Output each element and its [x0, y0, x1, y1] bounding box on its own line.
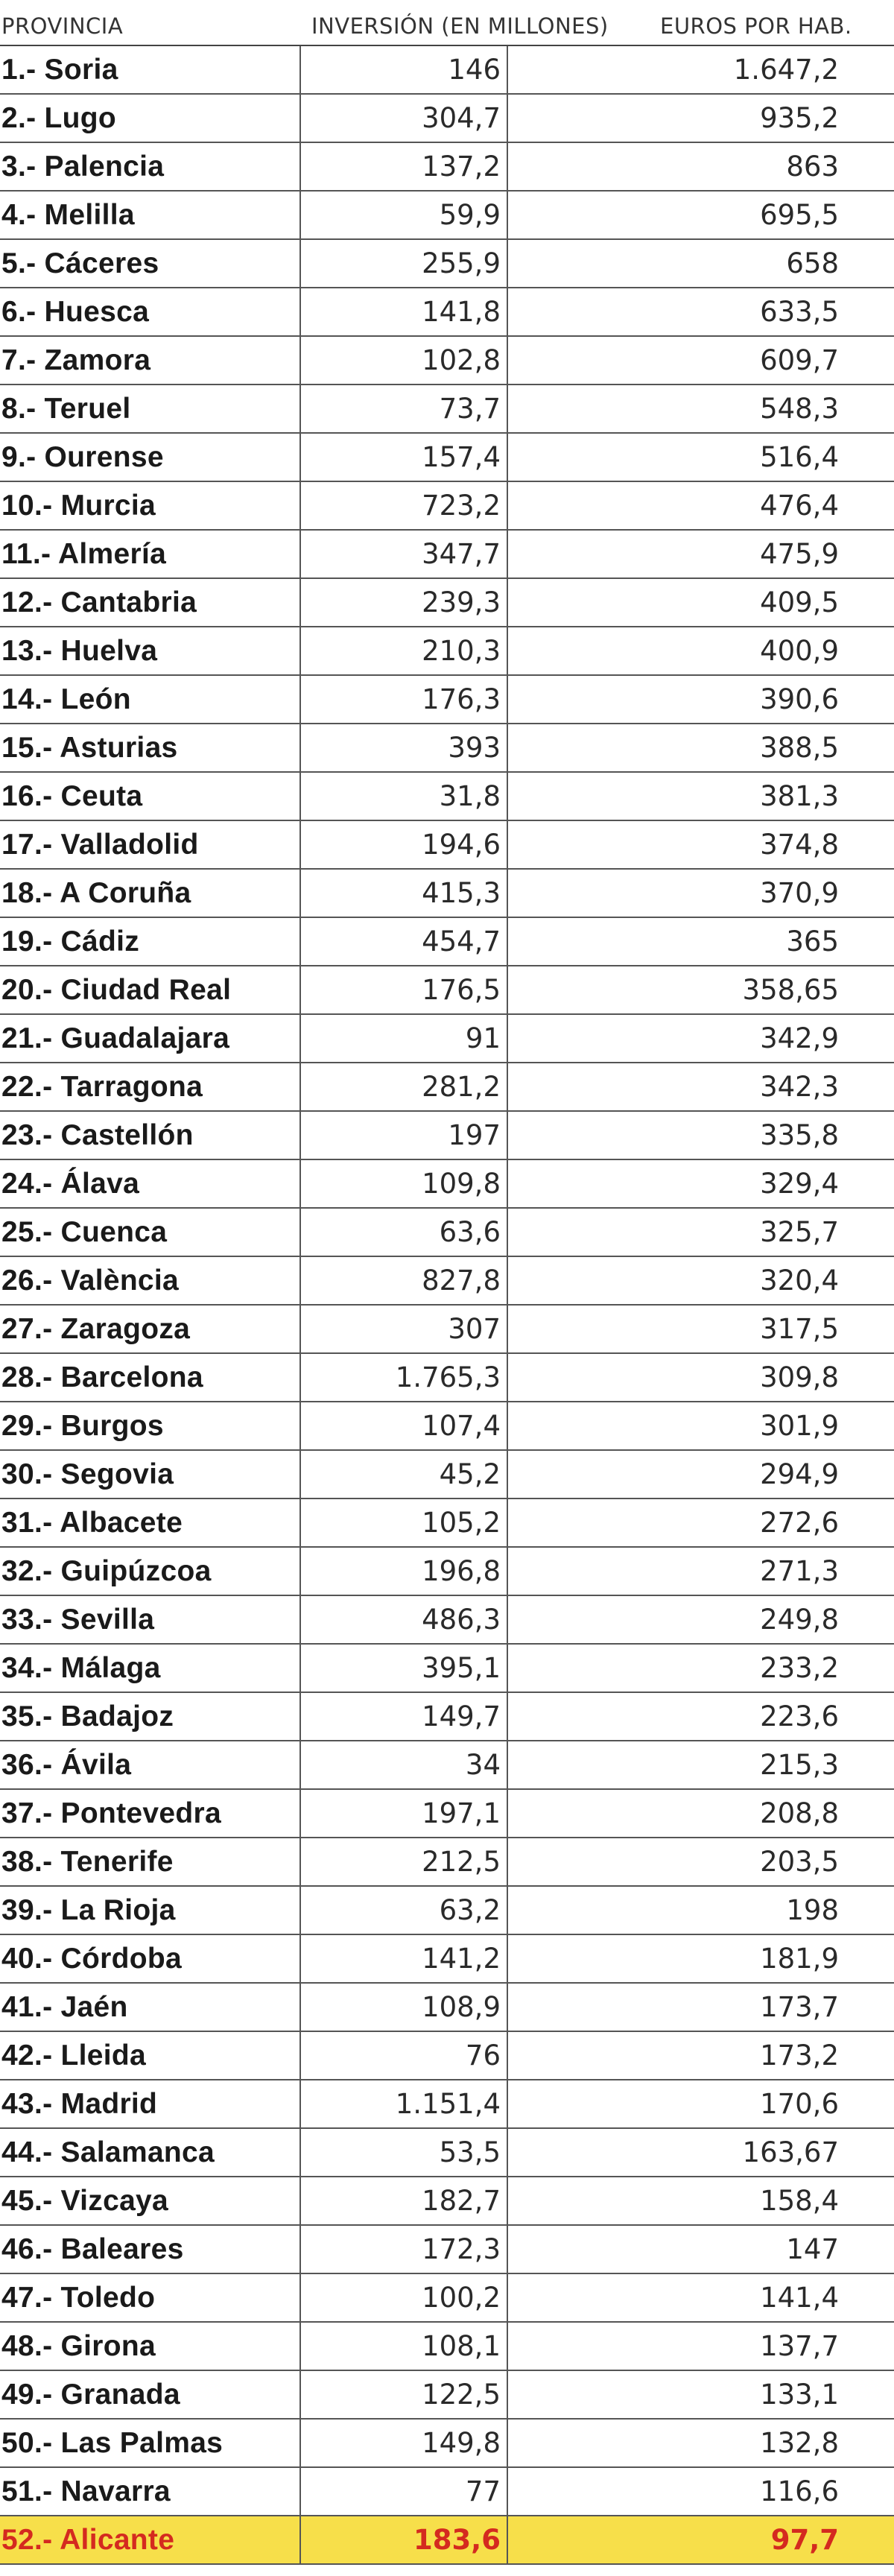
inversion-value: 304,7 — [299, 95, 507, 142]
table-row — [0, 2323, 894, 2371]
inversion-value: 105,2 — [299, 1499, 507, 1546]
inversion-value: 210,3 — [299, 627, 507, 674]
inversion-value: 108,9 — [299, 1984, 507, 2031]
euros-por-hab-value: 141,4 — [507, 2274, 845, 2321]
province-name: 10.- Murcia — [1, 490, 156, 522]
province-name: 17.- Valladolid — [1, 829, 199, 861]
euros-por-hab-value: 215,3 — [507, 1741, 845, 1788]
table-header — [0, 0, 894, 46]
table-row — [0, 434, 894, 482]
euros-por-hab-value: 325,7 — [507, 1209, 845, 1256]
province-name: 28.- Barcelona — [1, 1361, 203, 1393]
euros-por-hab-value: 223,6 — [507, 1693, 845, 1740]
table-row — [0, 1257, 894, 1306]
euros-por-hab-value: 548,3 — [507, 385, 845, 432]
province-name: 36.- Ávila — [1, 1749, 132, 1781]
inversion-value: 141,2 — [299, 1935, 507, 1982]
euros-por-hab-value: 294,9 — [507, 1451, 845, 1498]
euros-por-hab-value: 158,4 — [507, 2177, 845, 2224]
inversion-value: 197 — [299, 1112, 507, 1159]
euros-por-hab-value: 863 — [507, 143, 845, 190]
table-row — [0, 1548, 894, 1596]
inversion-value: 77 — [299, 2468, 507, 2515]
province-name: 13.- Huelva — [1, 635, 158, 667]
inversion-value: 347,7 — [299, 531, 507, 577]
province-name: 37.- Pontevedra — [1, 1797, 221, 1829]
inversion-value: 486,3 — [299, 1596, 507, 1643]
euros-por-hab-value: 116,6 — [507, 2468, 845, 2515]
euros-por-hab-value: 342,9 — [507, 1015, 845, 1062]
inversion-value: 100,2 — [299, 2274, 507, 2321]
inversion-value: 212,5 — [299, 1838, 507, 1885]
inversion-value: 172,3 — [299, 2226, 507, 2273]
table-row — [0, 1402, 894, 1451]
table-row — [0, 966, 894, 1015]
province-name: 5.- Cáceres — [1, 247, 159, 279]
euros-por-hab-value: 388,5 — [507, 724, 845, 771]
province-name: 18.- A Coruña — [1, 877, 191, 909]
euros-por-hab-value: 233,2 — [507, 1645, 845, 1692]
euros-por-hab-value: 272,6 — [507, 1499, 845, 1546]
table-row — [0, 143, 894, 192]
euros-por-hab-value: 132,8 — [507, 2420, 845, 2466]
table-row — [0, 2274, 894, 2323]
table-row — [0, 1209, 894, 1257]
table-row — [0, 1451, 894, 1499]
province-name: 2.- Lugo — [1, 102, 117, 134]
province-name: 26.- València — [1, 1265, 180, 1297]
province-name: 32.- Guipúzcoa — [1, 1555, 212, 1587]
table-row-highlighted — [0, 2516, 894, 2565]
province-name: 38.- Tenerife — [1, 1846, 174, 1878]
euros-por-hab-value: 335,8 — [507, 1112, 845, 1159]
inversion-value: 63,2 — [299, 1887, 507, 1934]
table-row — [0, 1596, 894, 1645]
inversion-value: 239,3 — [299, 579, 507, 626]
table-row — [0, 1499, 894, 1548]
table-row — [0, 2080, 894, 2129]
table-row — [0, 1645, 894, 1693]
table-row — [0, 2420, 894, 2468]
inversion-value: 182,7 — [299, 2177, 507, 2224]
province-name: 25.- Cuenca — [1, 1216, 168, 1248]
province-name: 43.- Madrid — [1, 2088, 158, 2120]
table-row — [0, 1354, 894, 1402]
province-name: 16.- Ceuta — [1, 780, 143, 812]
inversion-value: 107,4 — [299, 1402, 507, 1449]
table-row — [0, 773, 894, 821]
inversion-value: 197,1 — [299, 1790, 507, 1837]
euros-por-hab-value: 609,7 — [507, 337, 845, 384]
table-row — [0, 531, 894, 579]
euros-por-hab-value: 476,4 — [507, 482, 845, 529]
header-provincia: PROVINCIA — [1, 13, 124, 39]
inversion-value: 91 — [299, 1015, 507, 1062]
inversion-value: 146 — [299, 46, 507, 93]
province-name: 29.- Burgos — [1, 1410, 164, 1442]
province-name: 6.- Huesca — [1, 296, 150, 328]
euros-por-hab-value: 208,8 — [507, 1790, 845, 1837]
province-name: 40.- Córdoba — [1, 1943, 182, 1975]
table-row — [0, 95, 894, 143]
inversion-value: 827,8 — [299, 1257, 507, 1304]
table-row — [0, 918, 894, 966]
province-name: 45.- Vizcaya — [1, 2185, 169, 2217]
province-name: 48.- Girona — [1, 2330, 156, 2362]
table-row — [0, 482, 894, 531]
table-row — [0, 2226, 894, 2274]
table-row — [0, 870, 894, 918]
province-name: 33.- Sevilla — [1, 1604, 155, 1636]
province-name: 42.- Lleida — [1, 2039, 147, 2072]
inversion-value: 149,7 — [299, 1693, 507, 1740]
euros-por-hab-value: 249,8 — [507, 1596, 845, 1643]
inversion-value: 53,5 — [299, 2129, 507, 2176]
euros-por-hab-value: 516,4 — [507, 434, 845, 481]
inversion-value: 393 — [299, 724, 507, 771]
euros-por-hab-value: 329,4 — [507, 1160, 845, 1207]
euros-por-hab-value: 320,4 — [507, 1257, 845, 1304]
province-name: 52.- Alicante — [1, 2524, 175, 2556]
euros-por-hab-value: 137,7 — [507, 2323, 845, 2370]
table-row — [0, 2177, 894, 2226]
province-name: 47.- Toledo — [1, 2282, 156, 2314]
inversion-value: 176,5 — [299, 966, 507, 1013]
euros-por-hab-value: 374,8 — [507, 821, 845, 868]
province-name: 20.- Ciudad Real — [1, 974, 232, 1006]
inversion-value: 196,8 — [299, 1548, 507, 1595]
table-row — [0, 1790, 894, 1838]
inversion-value: 157,4 — [299, 434, 507, 481]
inversion-value: 183,6 — [299, 2516, 507, 2563]
province-name: 9.- Ourense — [1, 441, 164, 473]
province-name: 14.- León — [1, 683, 131, 715]
table-row — [0, 192, 894, 240]
euros-por-hab-value: 365 — [507, 918, 845, 965]
table-row — [0, 724, 894, 773]
euros-por-hab-value: 173,7 — [507, 1984, 845, 2031]
inversion-value: 34 — [299, 1741, 507, 1788]
province-name: 12.- Cantabria — [1, 586, 197, 618]
province-name: 44.- Salamanca — [1, 2136, 215, 2168]
table-row — [0, 1063, 894, 1112]
province-name: 30.- Segovia — [1, 1458, 174, 1490]
province-name: 23.- Castellón — [1, 1119, 194, 1151]
euros-por-hab-value: 342,3 — [507, 1063, 845, 1110]
euros-por-hab-value: 1.647,2 — [507, 46, 845, 93]
inversion-value: 307 — [299, 1306, 507, 1352]
province-name: 34.- Málaga — [1, 1652, 161, 1684]
table-row — [0, 1306, 894, 1354]
inversion-value: 45,2 — [299, 1451, 507, 1498]
euros-por-hab-value: 173,2 — [507, 2032, 845, 2079]
euros-por-hab-value: 633,5 — [507, 288, 845, 335]
inversion-value: 73,7 — [299, 385, 507, 432]
table-body — [0, 46, 894, 2565]
table-row — [0, 579, 894, 627]
euros-por-hab-value: 97,7 — [507, 2516, 845, 2563]
inversion-value: 255,9 — [299, 240, 507, 287]
province-name: 39.- La Rioja — [1, 1894, 176, 1926]
euros-por-hab-value: 409,5 — [507, 579, 845, 626]
table-row — [0, 46, 894, 95]
province-name: 31.- Albacete — [1, 1507, 183, 1539]
province-name: 3.- Palencia — [1, 151, 165, 183]
province-name: 8.- Teruel — [1, 393, 131, 425]
table-row — [0, 2468, 894, 2516]
province-name: 7.- Zamora — [1, 344, 151, 376]
inversion-value: 723,2 — [299, 482, 507, 529]
province-name: 22.- Tarragona — [1, 1071, 203, 1103]
euros-por-hab-value: 475,9 — [507, 531, 845, 577]
inversion-value: 102,8 — [299, 337, 507, 384]
euros-por-hab-value: 390,6 — [507, 676, 845, 723]
euros-por-hab-value: 370,9 — [507, 870, 845, 917]
province-name: 1.- Soria — [1, 54, 118, 86]
euros-por-hab-value: 203,5 — [507, 1838, 845, 1885]
table-row — [0, 1015, 894, 1063]
province-name: 35.- Badajoz — [1, 1700, 174, 1732]
table-row — [0, 1693, 894, 1741]
euros-por-hab-value: 358,65 — [507, 966, 845, 1013]
province-name: 50.- Las Palmas — [1, 2427, 224, 2459]
inversion-value: 415,3 — [299, 870, 507, 917]
table-row — [0, 676, 894, 724]
inversion-value: 137,2 — [299, 143, 507, 190]
euros-por-hab-value: 271,3 — [507, 1548, 845, 1595]
province-name: 46.- Baleares — [1, 2233, 184, 2265]
province-name: 27.- Zaragoza — [1, 1313, 191, 1345]
euros-por-hab-value: 695,5 — [507, 192, 845, 238]
province-name: 11.- Almería — [1, 538, 167, 570]
euros-por-hab-value: 181,9 — [507, 1935, 845, 1982]
euros-por-hab-value: 301,9 — [507, 1402, 845, 1449]
euros-por-hab-value: 198 — [507, 1887, 845, 1934]
table-row — [0, 240, 894, 288]
table-row — [0, 288, 894, 337]
inversion-value: 395,1 — [299, 1645, 507, 1692]
euros-por-hab-value: 658 — [507, 240, 845, 287]
table-row — [0, 2032, 894, 2080]
table-row — [0, 337, 894, 385]
euros-por-hab-value: 147 — [507, 2226, 845, 2273]
table-row — [0, 821, 894, 870]
euros-por-hab-value: 935,2 — [507, 95, 845, 142]
euros-por-hab-value: 400,9 — [507, 627, 845, 674]
province-name: 49.- Granada — [1, 2379, 180, 2411]
euros-por-hab-value: 309,8 — [507, 1354, 845, 1401]
inversion-value: 1.765,3 — [299, 1354, 507, 1401]
table-row — [0, 2129, 894, 2177]
province-name: 21.- Guadalajara — [1, 1022, 230, 1054]
province-name: 41.- Jaén — [1, 1991, 128, 2023]
euros-por-hab-value: 170,6 — [507, 2080, 845, 2127]
inversion-value: 122,5 — [299, 2371, 507, 2418]
table-row — [0, 627, 894, 676]
header-inversion: INVERSIÓN (EN MILLONES) — [311, 13, 609, 39]
table-row — [0, 1112, 894, 1160]
table-row — [0, 1887, 894, 1935]
inversion-value: 454,7 — [299, 918, 507, 965]
inversion-value: 194,6 — [299, 821, 507, 868]
euros-por-hab-value: 133,1 — [507, 2371, 845, 2418]
table-row — [0, 1741, 894, 1790]
province-name: 15.- Asturias — [1, 732, 178, 764]
province-name: 4.- Melilla — [1, 199, 135, 231]
table-row — [0, 2371, 894, 2420]
table-row — [0, 1838, 894, 1887]
province-name: 24.- Álava — [1, 1168, 140, 1200]
inversion-value: 149,8 — [299, 2420, 507, 2466]
header-euros-por-hab: EUROS POR HAB. — [660, 13, 852, 39]
province-name: 51.- Navarra — [1, 2475, 171, 2507]
table-row — [0, 1935, 894, 1984]
inversion-value: 63,6 — [299, 1209, 507, 1256]
inversion-value: 76 — [299, 2032, 507, 2079]
inversion-value: 109,8 — [299, 1160, 507, 1207]
inversion-value: 108,1 — [299, 2323, 507, 2370]
euros-por-hab-value: 317,5 — [507, 1306, 845, 1352]
table-row — [0, 1160, 894, 1209]
inversion-value: 176,3 — [299, 676, 507, 723]
province-name: 19.- Cádiz — [1, 925, 140, 958]
inversion-value: 141,8 — [299, 288, 507, 335]
inversion-value: 1.151,4 — [299, 2080, 507, 2127]
table-row — [0, 1984, 894, 2032]
table-row — [0, 385, 894, 434]
euros-por-hab-value: 381,3 — [507, 773, 845, 820]
inversion-value: 59,9 — [299, 192, 507, 238]
inversion-value: 31,8 — [299, 773, 507, 820]
inversion-value: 281,2 — [299, 1063, 507, 1110]
euros-por-hab-value: 163,67 — [507, 2129, 845, 2176]
